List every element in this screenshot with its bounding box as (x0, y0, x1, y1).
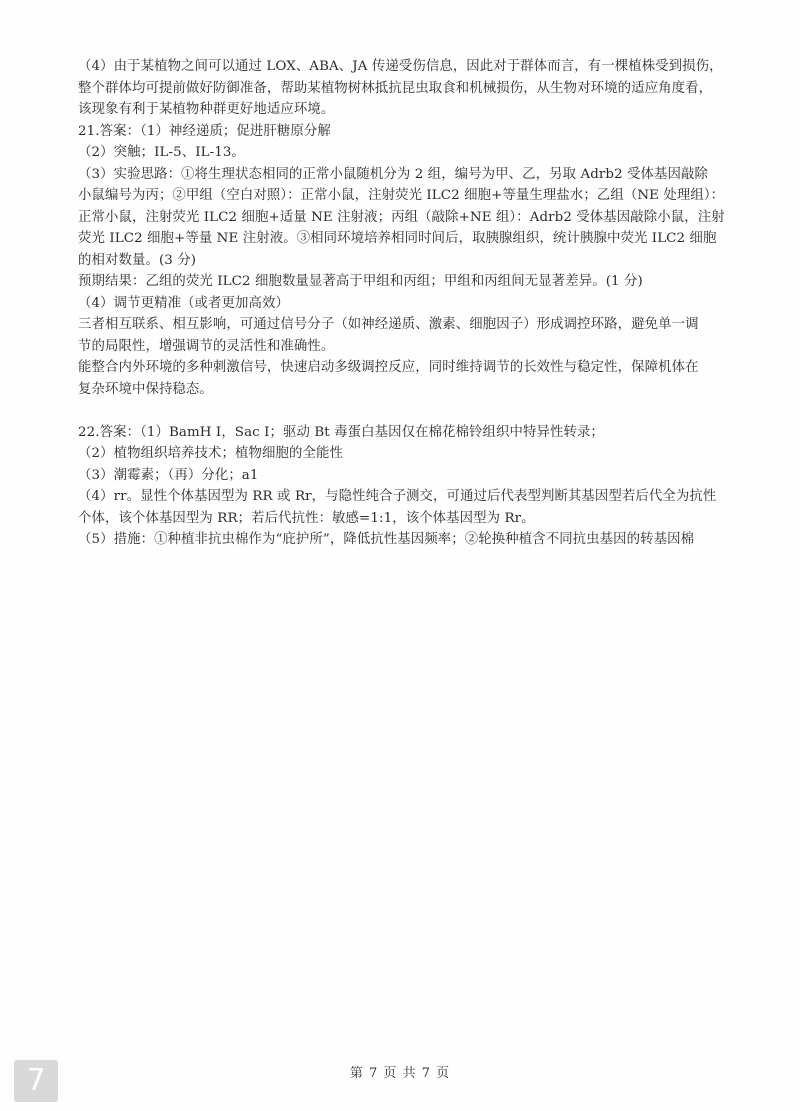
text-line: 正常小鼠，注射荧光 ILC2 细胞+适量 NE 注射液；丙组（敲除+NE 组）：Adrb2 受体基因敲除小鼠，注射 (78, 209, 725, 225)
text-line: （5）措施：①种植非抗虫棉作为“庇护所”，降低抗性基因频率；②轮换种植含不同抗虫基因的转基因棉 (78, 532, 695, 547)
text-line: 复杂环境中保持稳态。 (78, 381, 213, 397)
text-line: （3）潮霉素；（再）分化；a1 (78, 467, 259, 483)
text-line: 该现象有利于某植物种群更好地适应环境。 (78, 102, 335, 117)
text-line: 荧光 ILC2 细胞+等量 NE 注射液。③相同环境培养相同时间后，取胰腺组织，统计胰腺中荧光 ILC2 细胞 (78, 231, 717, 246)
text-line: 个体，该个体基因型为 RR；若后代抗性：敏感=1:1，该个体基因型为 Rr。 (78, 510, 535, 526)
text-line: 预期结果：乙组的荧光 ILC2 细胞数量显著高于甲组和丙组；甲组和丙组间无显著差异。(1 分) (78, 274, 643, 289)
page-footer: 第 7 页 共 7 页 (349, 1066, 451, 1081)
text-line: （3）实验思路：①将生理状态相同的正常小鼠随机分为 2 组，编号为甲、乙，另取 Adrb2 受体基因敲除 (78, 166, 709, 182)
text-line: 的相对数量。(3 分) (78, 252, 197, 268)
text-line: （2）突触；IL-5、IL-13。 (78, 145, 245, 160)
text-line: 小鼠编号为丙；②甲组（空白对照）：正常小鼠，注射荧光 ILC2 细胞+等量生理盐水；乙组（NE 处理组）： (78, 188, 725, 203)
text-line: （4）由于某植物之间可以通过 LOX、ABA、JA 传递受伤信息，因此对于群体而言，有一棵植株受到损伤， (78, 59, 723, 74)
text-line: 22.答案：（1）BamH Ⅰ，Sac Ⅰ；驱动 Bt 毒蛋白基因仅在棉花棉铃组织中特异性转录； (78, 424, 604, 440)
text-line: 三者相互联系、相互影响，可通过信号分子（如神经递质、激素、细胞因子）形成调控环路，避免单一调 (78, 317, 699, 332)
text-line: 21.答案：（1）神经递质；促进肝糖原分解 (78, 123, 331, 139)
text-line: 整个群体均可提前做好防御准备，帮助某植物树林抵抗昆虫取食和机械损伤，从生物对环境的适应角度看， (78, 80, 713, 96)
answer-text-body (78, 56, 730, 551)
text-line: 能整合内外环境的多种刺激信号，快速启动多级调控反应，同时维持调节的长效性与稳定性，保障机体在 (78, 360, 699, 375)
text-line: （4）调节更精准（或者更加高效） (78, 295, 289, 311)
blank-line (78, 400, 730, 422)
text-line: （4）rr。显性个体基因型为 RR 或 Rr，与隐性纯合子测交，可通过后代表型判断其基因型若后代全为抗性 (78, 489, 717, 504)
text-line: （2）植物组织培养技术；植物细胞的全能性 (78, 446, 343, 461)
text-line: 节的局限性，增强调节的灵活性和准确性。 (78, 338, 335, 354)
page-number-badge: 7 (14, 1060, 58, 1102)
